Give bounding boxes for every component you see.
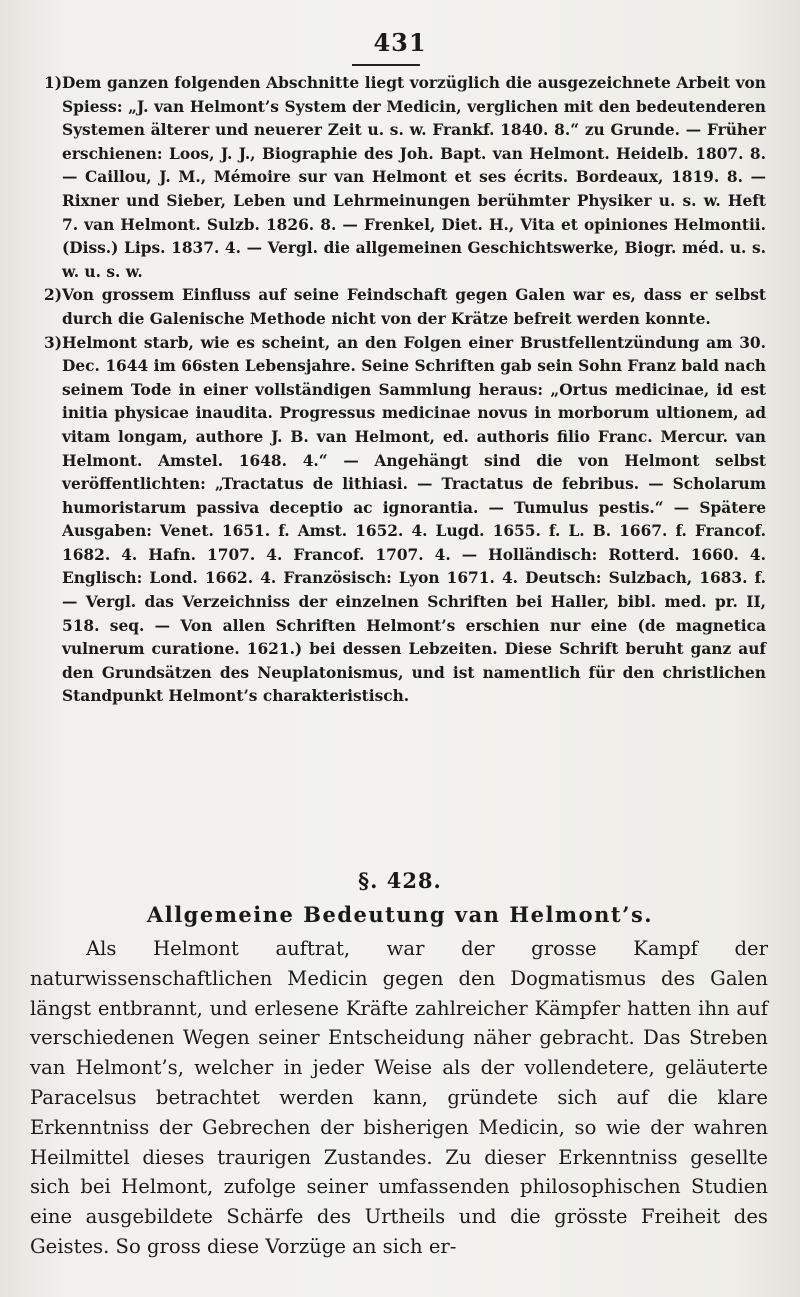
- footnote-number: 2): [44, 286, 62, 305]
- footnote-text: Dem ganzen folgenden Abschnitte liegt vorzüglich die ausgezeichnete Arbeit von Spiess: „J. van Helmont’s System der Medicin, verglichen mit den bedeutenderen Systemen älterer und neuerer Zeit u. s. w. Frankf. 1840. 8.“ zu Grunde. — Früher erschienen: Loos, J. J., Biographie des Joh. Bapt. van Helmont. Heidelb. 1807. 8. — Caillou, J. M., Mémoire sur van Helmont et ses écrits. Bordeaux, 1819. 8. — Rixner und Sieber, Leben und Lehrmeinungen berühmter Physiker u. s. w. Heft 7. van Helmont. Sulzb. 1826. 8. — Frenkel, Diet. H., Vita et opiniones Helmontii. (Diss.) Lips. 1837. 4. — Vergl. die allgemeinen Geschichtswerke, Biogr. méd. u. s. w. u. s. w.: [62, 74, 766, 281]
- section-title: Allgemeine Bedeutung van Helmont’s.: [146, 902, 654, 927]
- body-text: [30, 934, 768, 1262]
- footnote-1: [44, 72, 766, 284]
- footnote-2: [44, 284, 766, 331]
- body-paragraph: Als Helmont auftrat, war der grosse Kampf der naturwissenschaftlichen Medicin gegen den Dogmatismus des Galen längst entbrannt, und erlesene Kräfte zahlreicher Kämpfer hatten ihn auf verschiedenen Wegen seiner Entscheidung näher gebracht. Das Streben van Helmont’s, welcher in jeder Weise als der vollendetere, geläuterte Paracelsus betrachtet werden kann, gründete sich auf die klare Erkenntniss der Gebrechen der bisherigen Medicin, so wie der wahren Heilmittel dieses traurigen Zustandes. Zu dieser Erkenntniss gesellte sich bei Helmont, zufolge seiner umfassenden philosophischen Studien eine ausgebildete Schärfe des Urtheils und die grösste Freiheit des Geistes. So gross diese Vorzüge an sich er-: [30, 937, 768, 1258]
- footnote-text: Helmont starb, wie es scheint, an den Folgen einer Brustfellentzündung am 30. Dec. 1644 im 66sten Lebensjahre. Seine Schriften gab sein Sohn Franz bald nach seinem Tode in einer vollständigen Sammlung heraus: „Ortus medicinae, id est initia physicae inaudita. Progressus medicinae novus in morborum ultionem, ad vitam longam, authore J. B. van Helmont, ed. authoris filio Franc. Mercur. van Helmont. Amstel. 1648. 4.“ — Angehängt sind die von Helmont selbst veröffentlichten: „Tractatus de lithiasi. — Tractatus de febribus. — Scholarum humoristarum passiva deceptio ac ignorantia. — Tumulus pestis.“ — Spätere Ausgaben: Venet. 1651. f. Amst. 1652. 4. Lugd. 1655. f. L. B. 1667. f. Francof. 1682. 4. Hafn. 1707. 4. Francof. 1707. 4. — Holländisch: Rotterd. 1660. 4. Englisch: Lond. 1662. 4. Französisch: Lyon 1671. 4. Deutsch: Sulzbach, 1683. f. — Vergl. das Verzeichniss der einzelnen Schriften bei Haller, bibl. med. pr. II, 518. seq. — Von allen Schriften Helmont’s erschien nur eine (de magnetica vulnerum curatione. 1621.) bei dessen Lebzeiten. Diese Schrift beruht ganz auf den Grundsätzen des Neuplatonismus, und ist namentlich für den christlichen Standpunkt Helmont’s charakteristisch.: [62, 333, 766, 706]
- page-number: 431: [373, 28, 427, 57]
- footnote-3: [44, 332, 766, 710]
- footnote-text: Von grossem Einfluss auf seine Feindschaft gegen Galen war es, dass er selbst durch die Galenische Methode nicht von der Krätze befreit werden konnte.: [62, 286, 766, 328]
- page-number-rule: [352, 64, 420, 66]
- section-number: §. 428.: [358, 868, 442, 893]
- footnotes: [44, 72, 766, 709]
- footnote-number: 3): [44, 333, 62, 352]
- footnote-number: 1): [44, 74, 62, 92]
